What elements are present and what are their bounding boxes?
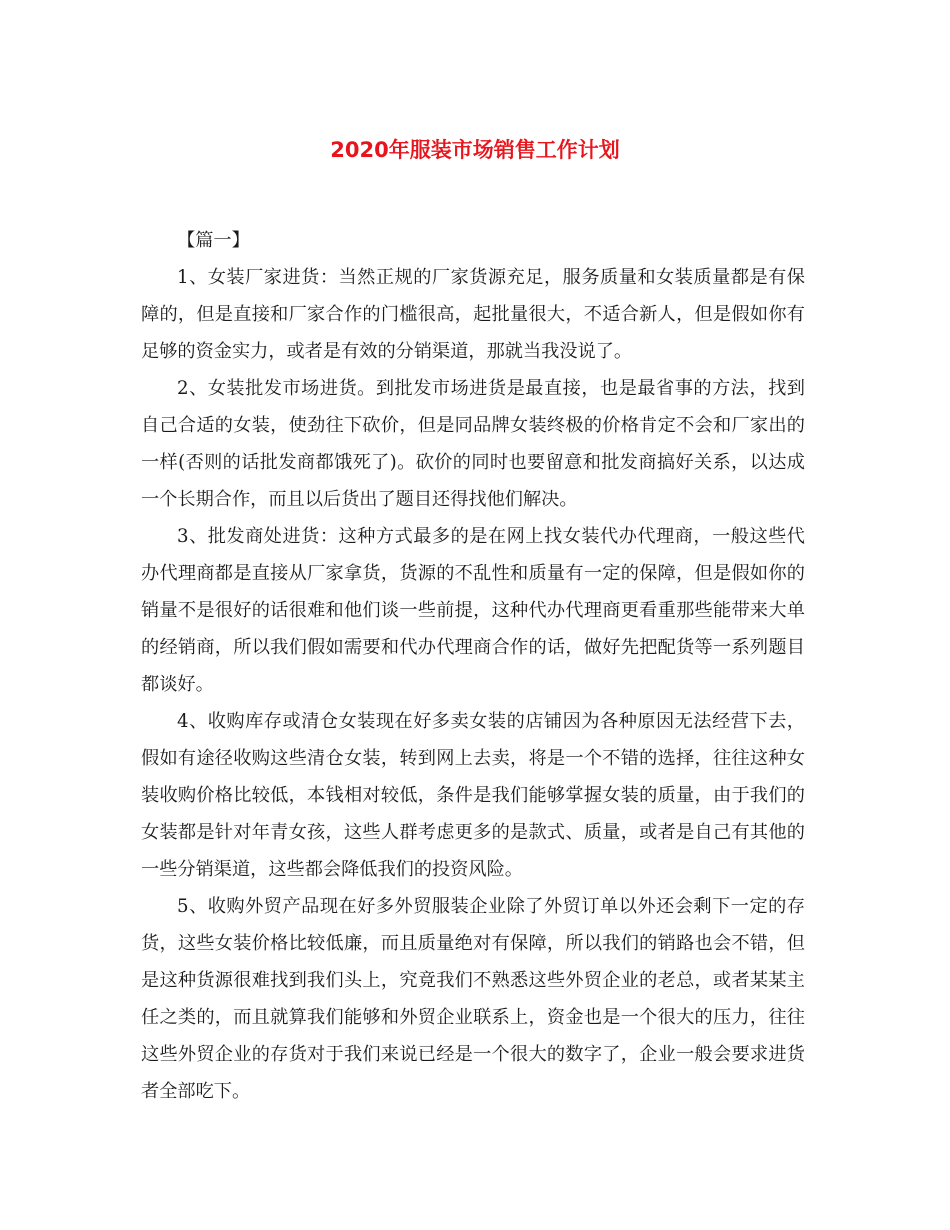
paragraph-2: 2、女装批发市场进货。到批发市场进货是最直接，也是最省事的方法，找到自己合适的女装，使劲往下砍价，但是同品牌女装终极的价格肯定不会和厂家出的一样(否则的话批发商都饿死了)。砍价的同时也要留意和批发商搞好关系，以达成一个长期合作，而且以后货出了题目还得找他们解决。 — [141, 378, 805, 510]
paragraph-4: 4、收购库存或清仓女装现在好多卖女装的店铺因为各种原因无法经营下去，假如有途径收购这些清仓女装，转到网上去卖，将是一个不错的选择，往往这种女装收购价格比较低，本钱相对较低，条件是我们能够掌握女装的质量，由于我们的女装都是针对年青女孩，这些人群考虑更多的是款式、质量，或者是自己有其他的一些分销渠道，这些都会降低我们的投资风险。 — [141, 711, 805, 880]
paragraph-5: 5、收购外贸产品现在好多外贸服装企业除了外贸订单以外还会剩下一定的存货，这些女装价格比较低廉，而且质量绝对有保障，所以我们的销路也会不错，但是这种货源很难找到我们头上，究竟我们不熟悉这些外贸企业的老总，或者某某主任之类的，而且就算我们能够和外贸企业联系上，资金也是一个很大的压力，往往这些外贸企业的存货对于我们来说已经是一个很大的数字了，企业一般会要求进货者全部吃下。 — [141, 896, 805, 1102]
document-title: 2020年服装市场销售工作计划 — [330, 138, 620, 162]
section-label: 【篇一】 — [177, 230, 250, 251]
paragraph-3: 3、批发商处进货：这种方式最多的是在网上找女装代办代理商，一般这些代办代理商都是直接从厂家拿货，货源的不乱性和质量有一定的保障，但是假如你的销量不是很好的话很难和他们谈一些前提，这种代办代理商更看重那些能带来大单的经销商，所以我们假如需要和代办代理商合作的话，做好先把配货等一系列题目都谈好。 — [141, 526, 805, 695]
document-body — [141, 222, 805, 1110]
paragraph-1: 1、女装厂家进货：当然正规的厂家货源充足，服务质量和女装质量都是有保障的，但是直接和厂家合作的门槛很高，起批量很大，不适合新人，但是假如你有足够的资金实力，或者是有效的分销渠道，那就当我没说了。 — [141, 267, 805, 362]
